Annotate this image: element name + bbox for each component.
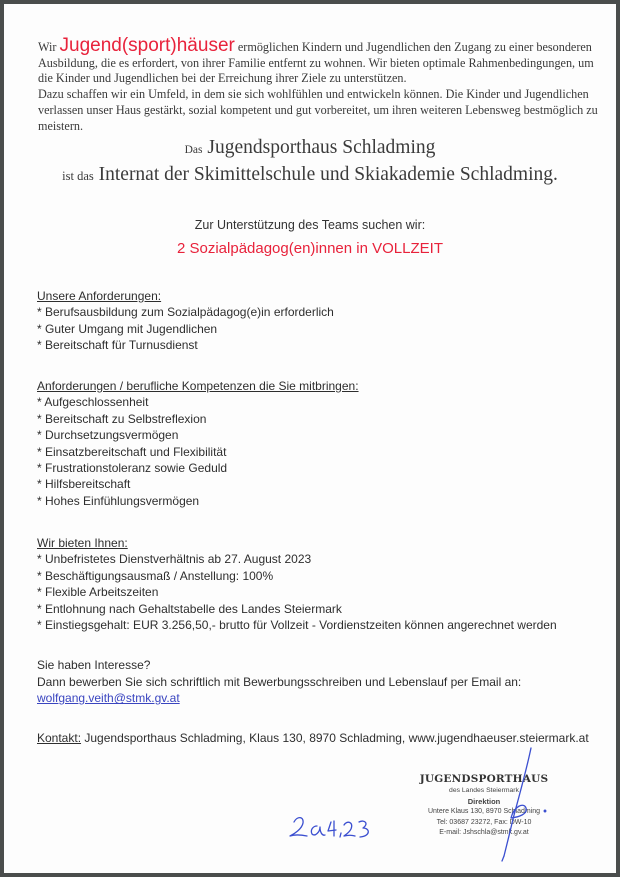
heading-line-2-main: Internat der Skimittelschule und Skiakademie Schladming. bbox=[98, 164, 558, 185]
intro-highlight: Jugend(sport)häuser bbox=[59, 35, 235, 56]
document-page bbox=[4, 4, 616, 873]
list-item: * Einsatzbereitschaft und Flexibilität bbox=[37, 444, 227, 459]
list-item: * Einstiegsgehalt: EUR 3.256,50,- brutto für Vollzeit - Vordienstzeiten können angerechnet werden bbox=[37, 617, 557, 632]
contact-text: Jugendsporthaus Schladming, Klaus 130, 8970 Schladming, www.jugendhaeuser.steiermark.at bbox=[84, 731, 589, 745]
stamp-title: JUGENDSPORTHAUS bbox=[419, 773, 549, 785]
section-heading: Wir bieten Ihnen: bbox=[37, 536, 128, 550]
stamp-phone: Tel: 03687 23272, Fax: DW-10 bbox=[436, 818, 532, 826]
heading-line-1-prefix: Das bbox=[184, 144, 203, 156]
stamp-email: E-mail: Jshschla@stmk.gv.at bbox=[439, 829, 529, 836]
apply-instruction: Dann bewerben Sie sich schriftlich mit Bewerbungsschreiben und Lebenslauf per Email an: bbox=[37, 674, 522, 689]
section-heading: Unsere Anforderungen: bbox=[37, 289, 162, 303]
ink-dot bbox=[544, 810, 546, 812]
list-item: * Berufsausbildung zum Sozialpädagog(e)in erforderlich bbox=[37, 305, 334, 320]
position-title: 2 Sozialpädagog(en)innen in VOLLZEIT bbox=[176, 240, 443, 257]
list-item: * Unbefristetes Dienstverhältnis ab 27. August 2023 bbox=[37, 552, 312, 567]
list-item: * Hohes Einfühlungsvermögen bbox=[37, 493, 200, 508]
handwriting-layer bbox=[4, 4, 616, 873]
apply-question: Sie haben Interesse? bbox=[37, 658, 151, 672]
intro-paragraph-2: Dazu schaffen wir ein Umfeld, in dem sie sich wohlfühlen und entwickeln können. Die Kinder und Jugendlichen verlassen unser Haus gestärkt, sozial kompetent und gut vorbereitet, um ihren weiteren Lebensweg bestmöglich zu meistern. bbox=[38, 87, 598, 133]
heading-line-2-prefix: ist das bbox=[62, 169, 94, 183]
stamp-department: Direktion bbox=[467, 797, 501, 806]
stamp-subtitle: des Landes Steiermark bbox=[449, 787, 519, 794]
search-intro: Zur Unterstützung des Teams suchen wir: bbox=[194, 218, 426, 232]
list-item: * Entlohnung nach Gehaltstabelle des Landes Steiermark bbox=[37, 601, 342, 616]
list-item: * Durchsetzungsvermögen bbox=[37, 428, 179, 443]
list-item: * Bereitschaft für Turnusdienst bbox=[37, 338, 198, 353]
stamp-address: Untere Klaus 130, 8970 Schladming bbox=[427, 808, 541, 815]
list-item: * Flexible Arbeitszeiten bbox=[37, 585, 159, 600]
email-link[interactable]: wolfgang.veith@stmk.gv.at bbox=[37, 691, 180, 706]
list-item: * Bereitschaft zu Selbstreflexion bbox=[37, 411, 207, 426]
list-item: * Guter Umgang mit Jugendlichen bbox=[37, 321, 218, 336]
list-item: * Beschäftigungsausmaß / Anstellung: 100% bbox=[37, 568, 274, 583]
signature bbox=[502, 748, 531, 861]
list-item: * Aufgeschlossenheit bbox=[37, 395, 149, 410]
list-item: * Frustrationstoleranz sowie Geduld bbox=[37, 460, 228, 475]
section-heading: Anforderungen / berufliche Kompetenzen die Sie mitbringen: bbox=[37, 379, 359, 393]
heading-line-1-main: Jugendsporthaus Schladming bbox=[207, 137, 436, 158]
intro-lead-word: Wir bbox=[38, 40, 57, 54]
list-item: * Hilfsbereitschaft bbox=[37, 477, 131, 492]
handwritten-date bbox=[290, 818, 368, 837]
intro-text-1: ermöglichen Kindern und Jugendlichen den Zugang zu einer besonderen Ausbildung, die es erfordert, von ihrer Familie entfernt zu wohnen. Wir bieten optimale Rahmenbedingungen, um die Kinder und Jugendlichen bei der Erreichung ihrer Ziele zu unterstützen. bbox=[38, 40, 594, 86]
contact-label: Kontakt: bbox=[37, 731, 82, 745]
